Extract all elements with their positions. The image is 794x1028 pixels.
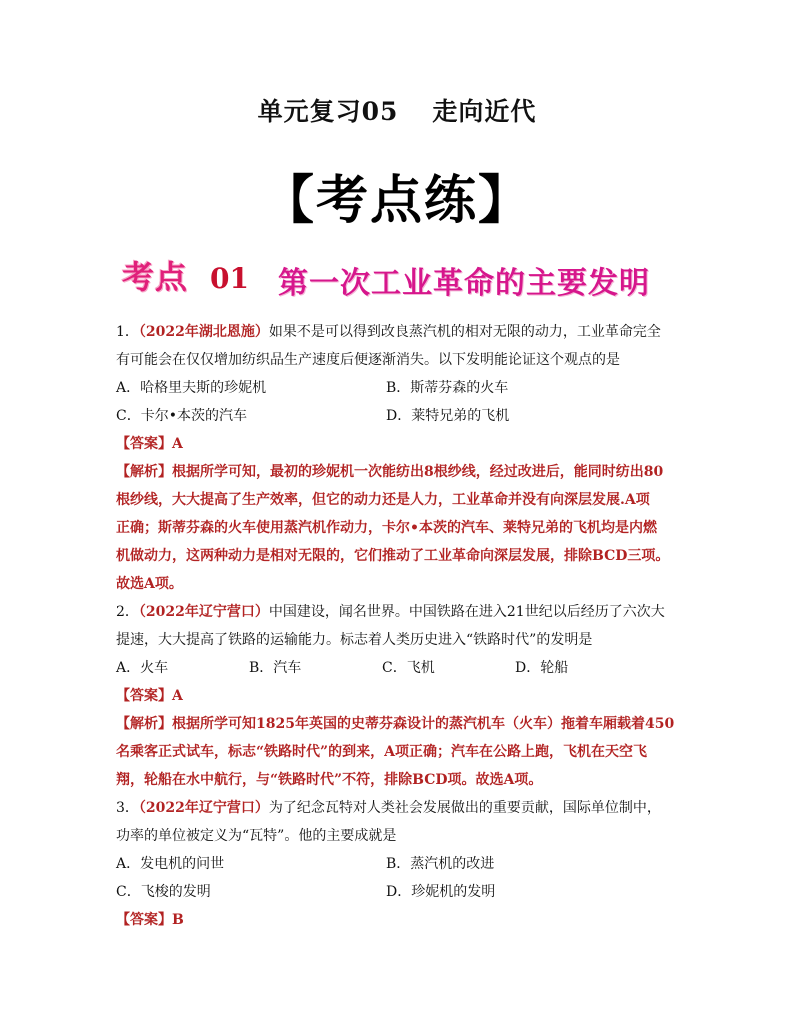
option-c: C．卡尔•本茨的汽车 bbox=[116, 408, 247, 424]
question-list bbox=[116, 318, 682, 934]
question-stem: 有可能会在仅仅增加纺织品生产速度后便逐渐消失。以下发明能论证这个观点的是 bbox=[116, 352, 620, 368]
title-unit: 单元复习05 bbox=[257, 97, 399, 126]
explanation bbox=[116, 710, 682, 794]
title-topic: 走向近代 bbox=[432, 97, 537, 126]
question-1 bbox=[116, 318, 682, 598]
option-b: B．蒸汽机的改进 bbox=[386, 856, 495, 872]
section-name: 第一次工业革命的主要发明 bbox=[278, 266, 650, 301]
question-source: （2022年辽宁营口） bbox=[138, 604, 269, 620]
question-stem: 提速，大大提高了铁路的运输能力。标志着人类历史进入“铁路时代”的发明是 bbox=[116, 632, 593, 648]
question-stem: 为了纪念瓦特对人类社会发展做出的重要贡献，国际单位制中， bbox=[268, 800, 661, 816]
options-row bbox=[116, 878, 682, 906]
explanation bbox=[116, 458, 682, 598]
explanation-label: 【解析】 bbox=[116, 464, 172, 480]
question-number: 2． bbox=[116, 604, 139, 620]
question-2 bbox=[116, 598, 682, 794]
option-a: A．哈格里夫斯的珍妮机 bbox=[116, 380, 267, 396]
question-3 bbox=[116, 794, 682, 934]
question-source: （2022年辽宁营口） bbox=[138, 800, 269, 816]
option-d: D．轮船 bbox=[515, 660, 569, 676]
question-number: 1． bbox=[116, 324, 139, 340]
question-number: 3． bbox=[116, 800, 139, 816]
question-stem: 中国建设，闻名世界。中国铁路在进入21世纪以后经历了六次大 bbox=[268, 604, 665, 620]
options-row bbox=[116, 850, 682, 878]
explanation-text: 正确；斯蒂芬森的火车使用蒸汽机作动力，卡尔•本茨的汽车、莱特兄弟的飞机均是内燃 bbox=[116, 520, 657, 536]
section-heading bbox=[122, 252, 682, 302]
explanation-text: 根纱线，大大提高了生产效率，但它的动力还是人力，工业革命并没有向深层发展.A项 bbox=[116, 492, 650, 508]
page-title bbox=[0, 92, 794, 128]
option-a: A．发电机的问世 bbox=[116, 856, 225, 872]
option-b: B．汽车 bbox=[249, 660, 302, 676]
explanation-text: 故选A项。 bbox=[116, 576, 183, 592]
options-row bbox=[116, 654, 682, 682]
explanation-text: 机做动力，这两种动力是相对无限的，它们推动了工业革命向深层发展，排除BCD三项。 bbox=[116, 548, 670, 564]
answer: 【答案】A bbox=[116, 688, 183, 704]
section-number: 01 bbox=[210, 262, 249, 295]
explanation-text: 根据所学可知，最初的珍妮机一次能纺出8根纱线，经过改进后，能同时纺出80 bbox=[172, 464, 664, 480]
question-source: （2022年湖北恩施） bbox=[138, 324, 269, 340]
option-c: C．飞梭的发明 bbox=[116, 884, 211, 900]
option-a: A．火车 bbox=[116, 660, 169, 676]
option-b: B．斯蒂芬森的火车 bbox=[386, 380, 509, 396]
option-c: C．飞机 bbox=[382, 660, 435, 676]
explanation-text: 根据所学可知1825年英国的史蒂芬森设计的蒸汽机车（火车）拖着车厢载着450 bbox=[172, 716, 675, 732]
question-stem: 功率的单位被定义为“瓦特”。他的主要成就是 bbox=[116, 828, 397, 844]
explanation-text: 翔，轮船在水中航行，与“铁路时代”不符，排除BCD项。故选A项。 bbox=[116, 772, 543, 788]
option-d: D．珍妮机的发明 bbox=[386, 884, 496, 900]
question-stem: 如果不是可以得到改良蒸汽机的相对无限的动力，工业革命完全 bbox=[268, 324, 661, 340]
section-prefix: 考点 bbox=[122, 258, 189, 296]
options-row bbox=[116, 374, 682, 402]
practice-banner: 【考点练】 bbox=[261, 171, 532, 231]
explanation-text: 名乘客正式试车，标志“铁路时代”的到来，A项正确；汽车在公路上跑，飞机在天空飞 bbox=[116, 744, 647, 760]
answer: 【答案】A bbox=[116, 436, 183, 452]
answer: 【答案】B bbox=[116, 912, 184, 928]
explanation-label: 【解析】 bbox=[116, 716, 172, 732]
options-row bbox=[116, 402, 682, 430]
option-d: D．莱特兄弟的飞机 bbox=[386, 408, 510, 424]
